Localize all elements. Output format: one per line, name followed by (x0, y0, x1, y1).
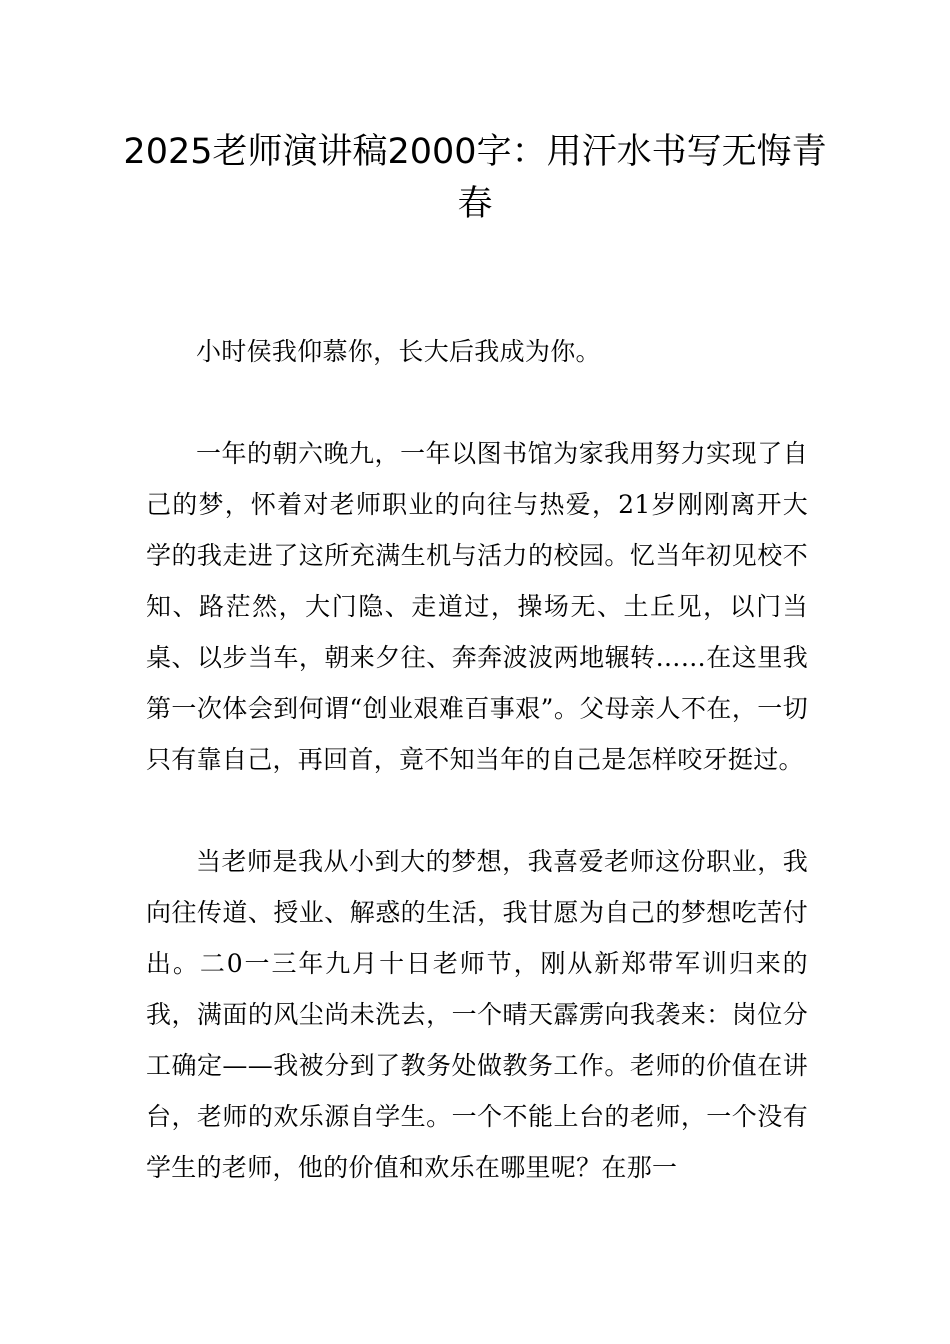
document-body (146, 326, 808, 1244)
paragraph: 小时侯我仰慕你，长大后我成为你。 (196, 337, 601, 366)
paragraph: 一年的朝六晚九，一年以图书馆为家我用努力实现了自己的梦，怀着对老师职业的向往与热爱，21岁刚刚离开大学的我走进了这所充满生机与活力的校园。忆当年初见校不知、路茫然，大门隐、走道过，操场无、土丘见，以门当桌、以步当车，朝来夕往、奔奔波波两地辗转……在这里我第一次体会到何谓“创业艰难百事艰”。父母亲人不在，一切只有靠自己，再回首，竟不知当年的自己是怎样咬牙挺过。 (146, 439, 808, 774)
paragraph: 当老师是我从小到大的梦想，我喜爱老师这份职业，我向往传道、授业、解惑的生活，我甘愿为自己的梦想吃苦付出。二0一三年九月十日老师节，刚从新郑带军训归来的我，满面的风尘尚未洗去，一个晴天霹雳向我袭来：岗位分工确定——我被分到了教务处做教务工作。老师的价值在讲台，老师的欢乐源自学生。一个不能上台的老师，一个没有学生的老师，他的价值和欢乐在哪里呢？在那一 (146, 847, 808, 1182)
document-title: 2025老师演讲稿2000字：用汗水书写无悔青春 (123, 132, 827, 224)
